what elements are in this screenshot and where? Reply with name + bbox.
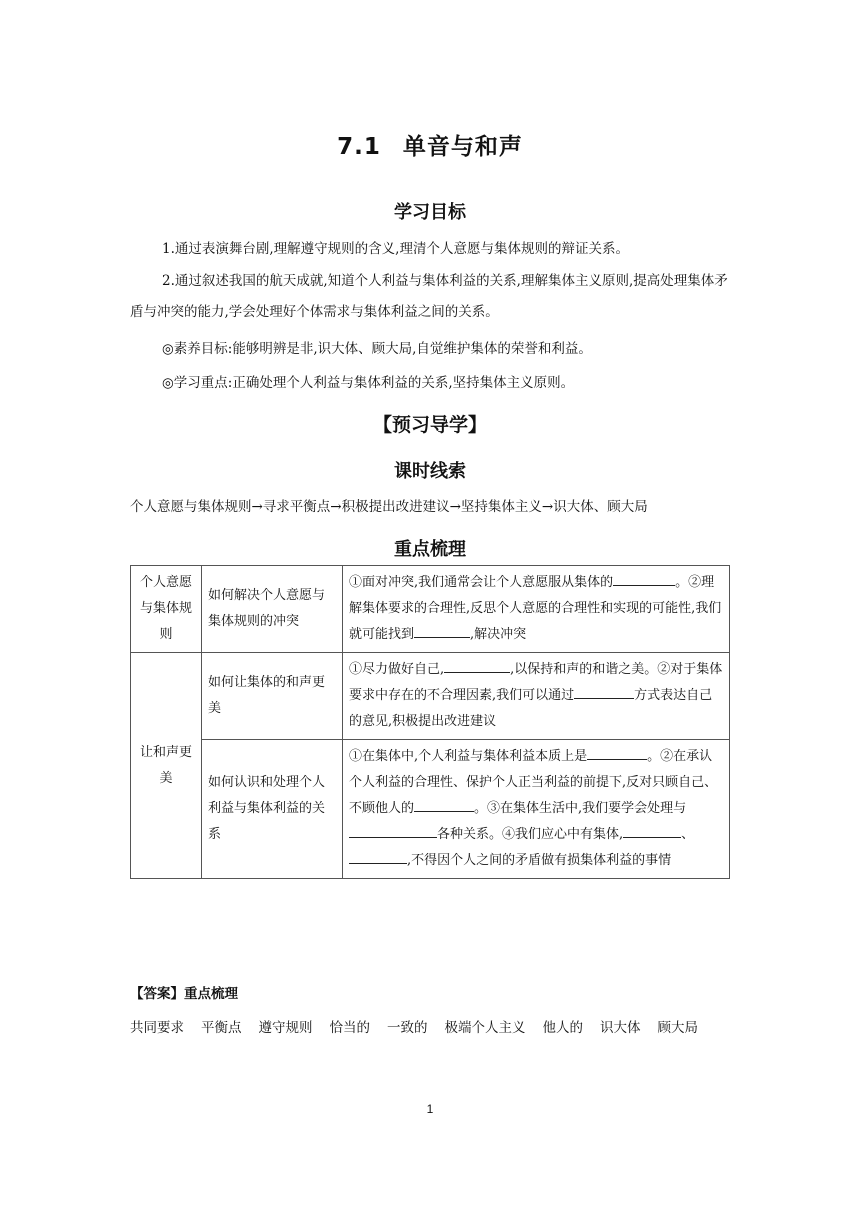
fill-blank[interactable] [587, 745, 647, 760]
row-answer [343, 740, 730, 879]
answer-text: ①尽力做好自己, [349, 662, 445, 677]
fill-blank[interactable] [414, 623, 470, 638]
page-number: 1 [426, 1102, 434, 1116]
literacy-goal: ◎素养目标:能够明辨是非,识大体、顾大局,自觉维护集体的荣誉和利益。 [162, 341, 592, 357]
table-row [131, 653, 730, 740]
key-points-heading: 重点梳理 [394, 539, 466, 560]
answer-item: 识大体 [600, 1020, 641, 1036]
answer-text: ,解决冲突 [470, 627, 527, 642]
answer-text: 。②在承认个人利益的合理性、保护个人正当利益的前提下,反对只顾自己、不顾他人的 [349, 749, 718, 816]
row-topic: 让和声更美 [131, 653, 202, 879]
row-answer [343, 653, 730, 740]
lesson-number: 7.1 [337, 134, 381, 160]
fill-blank[interactable] [623, 823, 681, 838]
lesson-name: 单音与和声 [402, 134, 523, 160]
objective-1: 1.通过表演舞台剧,理解遵守规则的含义,理清个人意愿与集体规则的辩证关系。 [162, 241, 629, 257]
lesson-title [130, 128, 730, 161]
answer-item: 遵守规则 [258, 1020, 313, 1036]
answer-text: 。②理解集体要求的合理性,反思个人意愿的合理性和实现的可能性,我们就可能找到 [349, 575, 722, 642]
table-row [131, 740, 730, 879]
answer-item: 共同要求 [130, 1020, 184, 1036]
row-question: 如何认识和处理个人利益与集体利益的关系 [202, 740, 343, 879]
fill-blank[interactable] [574, 684, 634, 699]
answer-text: ①面对冲突,我们通常会让个人意愿服从集体的 [349, 575, 614, 590]
clue-heading: 课时线索 [394, 461, 466, 482]
key-points-table [130, 565, 730, 879]
row-question: 如何解决个人意愿与集体规则的冲突 [202, 566, 343, 653]
answer-heading: 【答案】重点梳理 [130, 986, 238, 1002]
answer-text: ①在集体中,个人利益与集体利益本质上是 [349, 749, 588, 764]
objectives-heading: 学习目标 [394, 202, 466, 223]
answer-item: 他人的 [542, 1020, 583, 1036]
answer-text: 、 [681, 827, 695, 842]
learning-focus: ◎学习重点:正确处理个人利益与集体利益的关系,坚持集体主义原则。 [162, 375, 575, 391]
row-question: 如何让集体的和声更美 [202, 653, 343, 740]
fill-blank[interactable] [444, 658, 510, 673]
answer-text: ,以保持和声的和谐之美。②对于集体要求中存在的不合理因素,我们可以通过 [349, 662, 723, 703]
answer-item: 平衡点 [201, 1020, 242, 1036]
clue-text: 个人意愿与集体规则→寻求平衡点→积极提出改进建议→坚持集体主义→识大体、顾大局 [130, 499, 648, 515]
answer-text: 方式表达自己的意见,积极提出改进建议 [349, 688, 713, 729]
answer-text: 各种关系。④我们应心中有集体, [437, 827, 624, 842]
answer-text: ,不得因个人之间的矛盾做有损集体利益的事情 [407, 853, 672, 868]
table-row [131, 566, 730, 653]
fill-blank[interactable] [349, 823, 437, 838]
answer-item: 顾大局 [657, 1020, 698, 1036]
answer-list [130, 1013, 730, 1043]
row-topic: 个人意愿与集体规则 [131, 566, 202, 653]
fill-blank[interactable] [613, 571, 675, 586]
answer-text: 。③在集体生活中,我们要学会处理与 [474, 801, 687, 816]
fill-blank[interactable] [414, 797, 474, 812]
answer-item: 一致的 [387, 1020, 428, 1036]
answer-item: 极端个人主义 [444, 1020, 526, 1036]
fill-blank[interactable] [349, 849, 407, 864]
objective-2: 2.通过叙述我国的航天成就,知道个人利益与集体利益的关系,理解集体主义原则,提高处理集体矛盾与冲突的能力,学会处理好个体需求与集体利益之间的关系。 [130, 273, 728, 320]
answer-item: 恰当的 [329, 1020, 370, 1036]
preview-heading: 【预习导学】 [372, 414, 487, 436]
row-answer [343, 566, 730, 653]
